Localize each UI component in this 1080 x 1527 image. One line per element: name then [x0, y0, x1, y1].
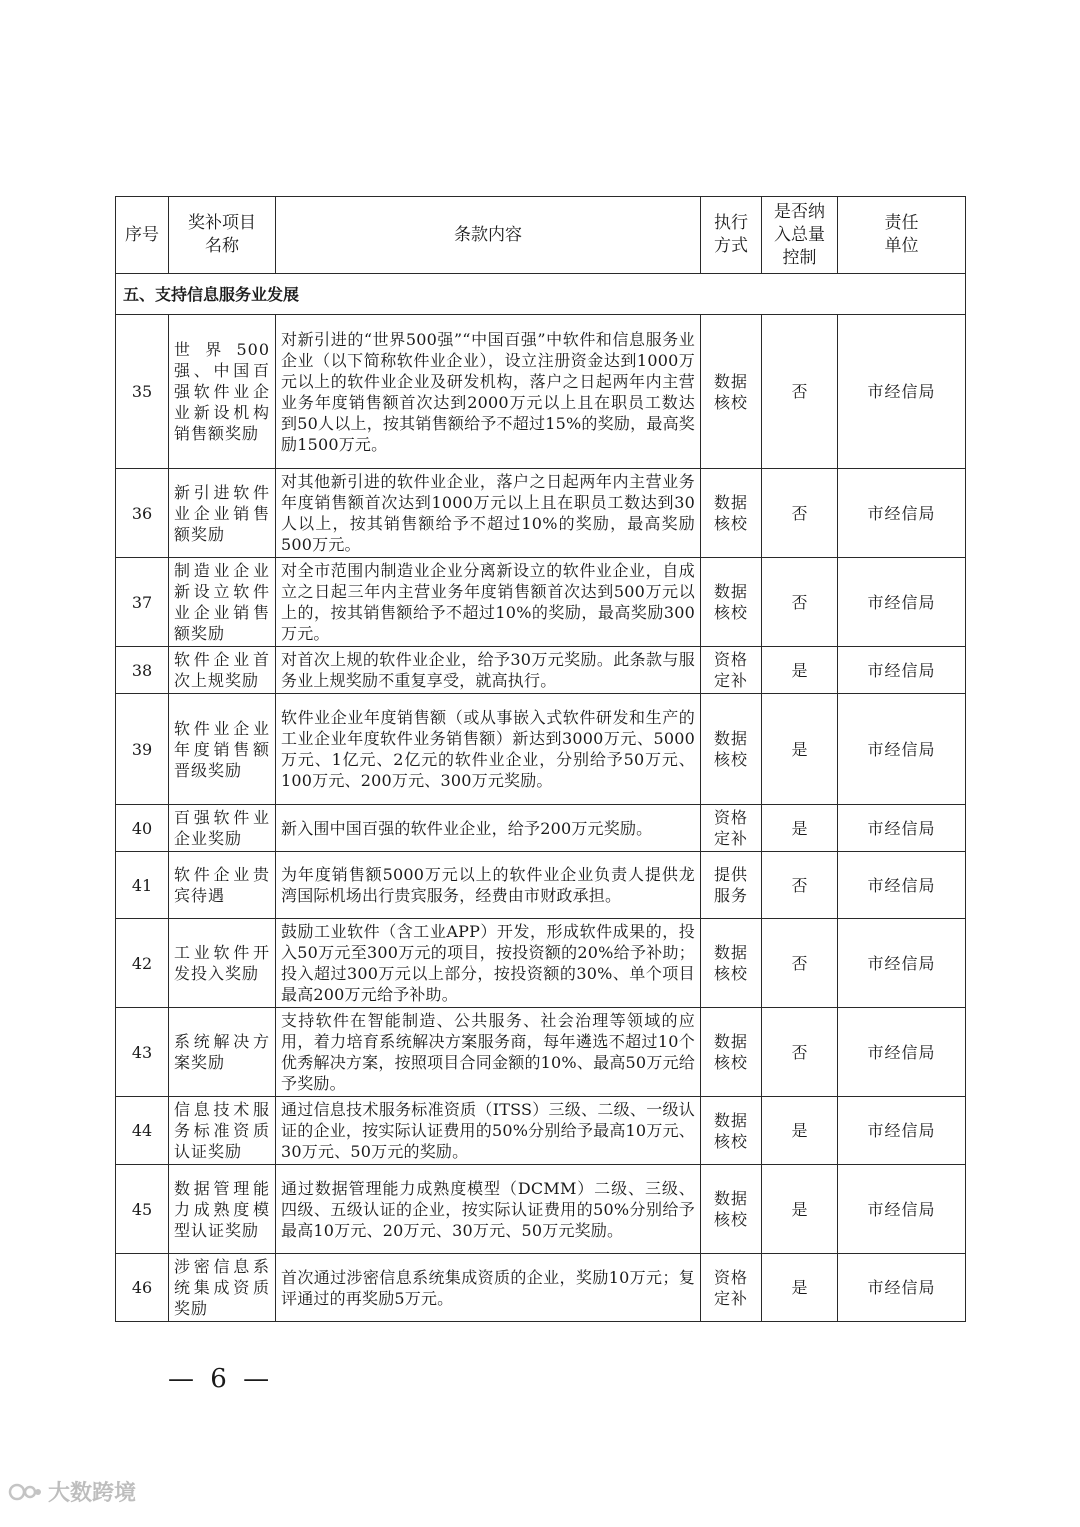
table-row [116, 558, 966, 647]
table-row [116, 1097, 966, 1165]
row-name: 百强软件业企业奖励 [169, 805, 276, 852]
header-content: 条款内容 [276, 197, 701, 274]
row-mode: 数据核校 [701, 558, 762, 647]
row-control: 否 [762, 558, 838, 647]
row-content: 支持软件在智能制造、公共服务、社会治理等领域的应用，着力培育系统解决方案服务商，每年遴选不超过10个优秀解决方案，按照项目合同金额的10%、最高50万元给予奖励。 [276, 1008, 701, 1097]
row-content: 通过数据管理能力成熟度模型（DCMM）二级、三级、四级、五级认证的企业，按实际认证费用的50%分别给予最高10万元、20万元、30万元、50万元奖励。 [276, 1165, 701, 1254]
header-name: 奖补项目名称 [169, 197, 276, 274]
row-name: 软件企业贵宾待遇 [169, 852, 276, 919]
watermark-text: 大数跨境 [48, 1481, 137, 1506]
row-num: 36 [116, 469, 169, 558]
row-control: 否 [762, 1008, 838, 1097]
row-num: 41 [116, 852, 169, 919]
row-name: 数据管理能力成熟度模型认证奖励 [169, 1165, 276, 1254]
section-title: 五、支持信息服务业发展 [116, 274, 966, 315]
watermark-logo-icon [8, 1480, 42, 1504]
row-content: 对首次上规的软件业企业，给予30万元奖励。此条款与服务业上规奖励不重复享受，就高执行。 [276, 647, 701, 694]
policy-table [115, 196, 966, 1322]
table-header-row [116, 197, 966, 274]
row-unit: 市经信局 [838, 647, 966, 694]
row-num: 42 [116, 919, 169, 1008]
row-content: 通过信息技术服务标准资质（ITSS）三级、二级、一级认证的企业，按实际认证费用的50%分别给予最高10万元、30万元、50万元的奖励。 [276, 1097, 701, 1165]
row-name: 新引进软件业企业销售额奖励 [169, 469, 276, 558]
row-unit: 市经信局 [838, 805, 966, 852]
row-content: 对全市范围内制造业企业分离新设立的软件业企业，自成立之日起三年内主营业务年度销售额首次达到500万元以上的，按其销售额给予不超过10%的奖励，最高奖励300万元。 [276, 558, 701, 647]
row-name: 系统解决方案奖励 [169, 1008, 276, 1097]
row-control: 是 [762, 805, 838, 852]
row-num: 44 [116, 1097, 169, 1165]
row-num: 37 [116, 558, 169, 647]
row-content: 对其他新引进的软件业企业，落户之日起两年内主营业务年度销售额首次达到1000万元以上且在职员工数达到30人以上，按其销售额给予不超过10%的奖励，最高奖励500万元。 [276, 469, 701, 558]
row-mode: 数据核校 [701, 694, 762, 805]
row-content: 新入围中国百强的软件业企业，给予200万元奖励。 [276, 805, 701, 852]
row-control: 是 [762, 647, 838, 694]
row-num: 39 [116, 694, 169, 805]
page-number: — 6 — [168, 1364, 274, 1394]
row-name: 制造业企业新设立软件业企业销售额奖励 [169, 558, 276, 647]
row-num: 38 [116, 647, 169, 694]
header-num: 序号 [116, 197, 169, 274]
row-mode: 资格定补 [701, 647, 762, 694]
header-control: 是否纳入总量控制 [762, 197, 838, 274]
row-content: 鼓励工业软件（含工业APP）开发，形成软件成果的，投入50万元至300万元的项目，按投资额的20%给予补助；投入超过300万元以上部分，按投资额的30%、单个项目最高200万元给予补助。 [276, 919, 701, 1008]
row-mode: 数据核校 [701, 1008, 762, 1097]
row-mode: 提供服务 [701, 852, 762, 919]
row-control: 是 [762, 1097, 838, 1165]
table-row [116, 919, 966, 1008]
header-unit: 责任单位 [838, 197, 966, 274]
row-content: 为年度销售额5000万元以上的软件业企业负责人提供龙湾国际机场出行贵宾服务，经费由市财政承担。 [276, 852, 701, 919]
row-num: 35 [116, 315, 169, 469]
table-row [116, 1254, 966, 1322]
header-mode: 执行方式 [701, 197, 762, 274]
row-name: 软件企业首次上规奖励 [169, 647, 276, 694]
row-name: 涉密信息系统集成资质奖励 [169, 1254, 276, 1322]
row-mode: 数据核校 [701, 919, 762, 1008]
row-unit: 市经信局 [838, 694, 966, 805]
row-num: 46 [116, 1254, 169, 1322]
table-row [116, 852, 966, 919]
table-row [116, 647, 966, 694]
watermark [8, 1476, 136, 1507]
row-mode: 资格定补 [701, 1254, 762, 1322]
row-name: 软件业企业年度销售额晋级奖励 [169, 694, 276, 805]
row-control: 是 [762, 1254, 838, 1322]
table-row [116, 1165, 966, 1254]
row-unit: 市经信局 [838, 852, 966, 919]
row-control: 否 [762, 469, 838, 558]
row-mode: 数据核校 [701, 1165, 762, 1254]
row-num: 45 [116, 1165, 169, 1254]
row-mode: 数据核校 [701, 469, 762, 558]
row-mode: 资格定补 [701, 805, 762, 852]
row-unit: 市经信局 [838, 558, 966, 647]
row-unit: 市经信局 [838, 469, 966, 558]
row-unit: 市经信局 [838, 1165, 966, 1254]
row-unit: 市经信局 [838, 919, 966, 1008]
table-row [116, 315, 966, 469]
row-control: 是 [762, 694, 838, 805]
table-row [116, 469, 966, 558]
row-name: 工业软件开发投入奖励 [169, 919, 276, 1008]
row-content: 对新引进的“世界500强”“中国百强”中软件和信息服务业企业（以下简称软件业企业），设立注册资金达到1000万元以上的软件业企业及研发机构，落户之日起两年内主营业务年度销售额首次达到2000万元以上且在职员工数达到50人以上，按其销售额给予不超过15%的奖励，最高奖励1500万元。 [276, 315, 701, 469]
row-unit: 市经信局 [838, 1097, 966, 1165]
row-mode: 数据核校 [701, 1097, 762, 1165]
table-row [116, 694, 966, 805]
row-unit: 市经信局 [838, 315, 966, 469]
row-control: 否 [762, 852, 838, 919]
row-name: 信息技术服务标准资质认证奖励 [169, 1097, 276, 1165]
row-control: 是 [762, 1165, 838, 1254]
section-row [116, 274, 966, 315]
row-unit: 市经信局 [838, 1254, 966, 1322]
row-mode: 数据核校 [701, 315, 762, 469]
row-content: 首次通过涉密信息系统集成资质的企业，奖励10万元；复评通过的再奖励5万元。 [276, 1254, 701, 1322]
table-row [116, 1008, 966, 1097]
row-control: 否 [762, 315, 838, 469]
row-num: 43 [116, 1008, 169, 1097]
row-control: 否 [762, 919, 838, 1008]
row-unit: 市经信局 [838, 1008, 966, 1097]
row-content: 软件业企业年度销售额（或从事嵌入式软件研发和生产的工业企业年度软件业务销售额）新达到3000万元、5000万元、1亿元、2亿元的软件业企业，分别给予50万元、100万元、200万元、300万元奖励。 [276, 694, 701, 805]
row-name: 世界500强、中国百强软件业企业新设机构销售额奖励 [169, 315, 276, 469]
row-num: 40 [116, 805, 169, 852]
table-row [116, 805, 966, 852]
